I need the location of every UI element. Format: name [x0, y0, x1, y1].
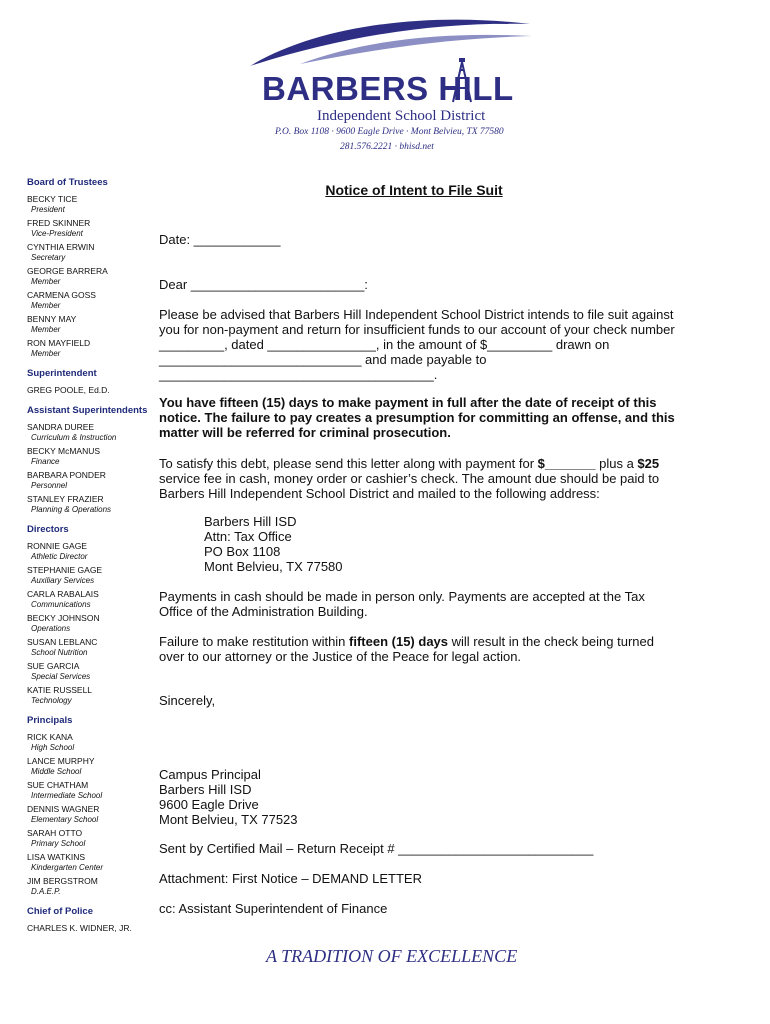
staff-role: Member: [31, 325, 61, 334]
staff-name: CARLA RABALAIS: [27, 589, 99, 599]
letter-body: [159, 182, 679, 916]
staff-role: Primary School: [31, 839, 86, 848]
sidebar-section: [27, 368, 167, 396]
sidebar-section-heading: Chief of Police: [27, 906, 93, 917]
staff-role: Vice-President: [31, 229, 83, 238]
paragraph-payment: [159, 456, 679, 501]
staff-role: Middle School: [31, 767, 82, 776]
staff-entry: [27, 637, 167, 658]
signature-line-3: 9600 Eagle Drive: [159, 797, 259, 812]
staff-name: STANLEY FRAZIER: [27, 494, 104, 504]
staff-entry: [27, 338, 167, 359]
staff-entry: [27, 314, 167, 335]
staff-name: SUE GARCIA: [27, 661, 80, 671]
address-line-4: Mont Belvieu, TX 77580: [204, 559, 343, 574]
salutation: Dear ________________________:: [159, 277, 368, 292]
staff-entry: [27, 852, 167, 873]
sidebar-section: [27, 405, 167, 515]
staff-name: LISA WATKINS: [27, 852, 86, 862]
staff-name: STEPHANIE GAGE: [27, 565, 103, 575]
staff-entry: [27, 218, 167, 239]
staff-directory-sidebar: [27, 177, 167, 943]
district-subtitle: Independent School District: [317, 108, 486, 124]
staff-name: CARMENA GOSS: [27, 290, 96, 300]
restitution-text-c: will result in the check being turned over to our attorney or the Justice of the Peace for legal action.: [159, 634, 654, 664]
staff-name: BECKY McMANUS: [27, 446, 101, 456]
payment-text-e: service fee in cash, money order or cashier’s check. The amount due should be paid to Barbers Hill Independent School District and mailed to the following address:: [159, 471, 660, 501]
staff-entry: [27, 804, 167, 825]
staff-role: Intermediate School: [31, 791, 103, 800]
staff-role: Member: [31, 301, 61, 310]
sidebar-section-heading: Board of Trustees: [27, 177, 108, 188]
district-motto: A TRADITION OF EXCELLENCE: [266, 946, 518, 966]
staff-entry: [27, 446, 167, 467]
staff-name: KATIE RUSSELL: [27, 685, 93, 695]
staff-role: Planning & Operations: [31, 505, 112, 514]
staff-role: Technology: [31, 696, 72, 705]
staff-role: Secretary: [31, 253, 66, 262]
date-line: Date: ____________: [159, 232, 281, 247]
staff-role: Member: [31, 277, 61, 286]
district-logo-name: BARBERS HILL: [262, 70, 514, 107]
staff-name: SUE CHATHAM: [27, 780, 89, 790]
staff-name: GREG POOLE, Ed.D.: [27, 385, 110, 395]
signature-block: [159, 767, 679, 827]
staff-name: RICK KANA: [27, 732, 73, 742]
staff-entry: [27, 756, 167, 777]
oil-derrick-icon: [450, 58, 474, 104]
sidebar-section: [27, 715, 167, 897]
district-contact: 281.576.2221 · bhisd.net: [340, 142, 434, 152]
sidebar-section: [27, 906, 167, 934]
sidebar-section-heading: Assistant Superintendents: [27, 405, 148, 416]
staff-entry: [27, 541, 167, 562]
paragraph-intent: Please be advised that Barbers Hill Independent School District intends to file suit against you for non-payment and return for insufficient funds to our account of your check number _________, dated _______________, in the amount of $_________ drawn on ____________________________ and made payable to ______________________________________.: [159, 307, 675, 382]
service-fee: $25: [637, 456, 660, 471]
staff-entry: [27, 565, 167, 586]
payment-text-a: To satisfy this debt, please send this letter along with payment for: [159, 456, 538, 471]
restitution-deadline: fifteen (15) days: [349, 634, 449, 649]
staff-role: School Nutrition: [31, 648, 88, 657]
staff-role: High School: [31, 743, 75, 752]
staff-role: Communications: [31, 600, 91, 609]
staff-entry: [27, 194, 167, 215]
sidebar-section: [27, 524, 167, 706]
staff-role: Personnel: [31, 481, 68, 490]
sidebar-section-heading: Superintendent: [27, 368, 97, 379]
signature-line-1: Campus Principal: [159, 767, 261, 782]
cc-line: cc: Assistant Superintendent of Finance: [159, 901, 388, 916]
staff-entry: [27, 923, 167, 934]
signature-line-4: Mont Belvieu, TX 77523: [159, 812, 298, 827]
sidebar-section-heading: Directors: [27, 524, 69, 535]
staff-entry: [27, 385, 167, 396]
payment-amount-blank: $_______: [537, 456, 596, 471]
paragraph-cash: Payments in cash should be made in person only. Payments are accepted at the Tax Office of the Administration Building.: [159, 589, 645, 619]
staff-entry: [27, 589, 167, 610]
staff-role: Finance: [31, 457, 60, 466]
sidebar-section-heading: Principals: [27, 715, 73, 726]
staff-role: Athletic Director: [31, 552, 88, 561]
staff-entry: [27, 266, 167, 287]
staff-name: BARBARA PONDER: [27, 470, 106, 480]
swoosh-logo-graphic: [240, 14, 540, 74]
sidebar-section: [27, 177, 167, 359]
staff-role: Operations: [31, 624, 71, 633]
address-line-1: Barbers Hill ISD: [204, 514, 297, 529]
staff-entry: [27, 290, 167, 311]
staff-name: SARAH OTTO: [27, 828, 83, 838]
staff-role: Special Services: [31, 672, 91, 681]
staff-name: BECKY JOHNSON: [27, 613, 100, 623]
signature-line-2: Barbers Hill ISD: [159, 782, 252, 797]
staff-name: LANCE MURPHY: [27, 756, 95, 766]
staff-entry: [27, 470, 167, 491]
staff-entry: [27, 780, 167, 801]
staff-name: BENNY MAY: [27, 314, 77, 324]
letterhead: [0, 0, 770, 165]
address-line-2: Attn: Tax Office: [204, 529, 292, 544]
certified-mail-line: Sent by Certified Mail – Return Receipt # ___________________________: [159, 841, 594, 856]
staff-role: D.A.E.P.: [31, 887, 61, 896]
staff-name: RONNIE GAGE: [27, 541, 87, 551]
staff-role: President: [31, 205, 65, 214]
staff-name: JIM BERGSTROM: [27, 876, 98, 886]
letter-title: Notice of Intent to File Suit: [325, 182, 503, 198]
staff-entry: [27, 613, 167, 634]
staff-role: Curriculum & Instruction: [31, 433, 117, 442]
payment-text-c: plus a: [595, 456, 638, 471]
staff-entry: [27, 828, 167, 849]
staff-name: SUSAN LEBLANC: [27, 637, 98, 647]
staff-entry: [27, 685, 167, 706]
staff-role: Auxiliary Services: [31, 576, 95, 585]
attachment-line: Attachment: First Notice – DEMAND LETTER: [159, 871, 422, 886]
staff-name: BECKY TICE: [27, 194, 78, 204]
staff-role: Elementary School: [31, 815, 99, 824]
district-address: P.O. Box 1108 · 9600 Eagle Drive · Mont Belvieu, TX 77580: [275, 127, 504, 137]
staff-name: RON MAYFIELD: [27, 338, 91, 348]
address-line-3: PO Box 1108: [204, 544, 281, 559]
staff-entry: [27, 494, 167, 515]
staff-name: FRED SKINNER: [27, 218, 91, 228]
staff-name: CYNTHIA ERWIN: [27, 242, 95, 252]
mailing-address: [204, 514, 604, 574]
paragraph-warning: You have fifteen (15) days to make payment in full after the date of receipt of this notice. The failure to pay creates a presumption for committing an offense, and this matter will be referred for criminal prosecution.: [159, 395, 675, 440]
restitution-text-a: Failure to make restitution within: [159, 634, 350, 649]
paragraph-restitution: [159, 634, 679, 664]
staff-role: Kindergarten Center: [31, 863, 104, 872]
staff-entry: [27, 422, 167, 443]
staff-entry: [27, 876, 167, 897]
staff-entry: [27, 242, 167, 263]
staff-name: DENNIS WAGNER: [27, 804, 100, 814]
closing: Sincerely,: [159, 693, 216, 708]
staff-name: CHARLES K. WIDNER, JR.: [27, 923, 132, 933]
staff-entry: [27, 732, 167, 753]
staff-entry: [27, 661, 167, 682]
staff-name: SANDRA DUREE: [27, 422, 95, 432]
staff-name: GEORGE BARRERA: [27, 266, 108, 276]
staff-role: Member: [31, 349, 61, 358]
